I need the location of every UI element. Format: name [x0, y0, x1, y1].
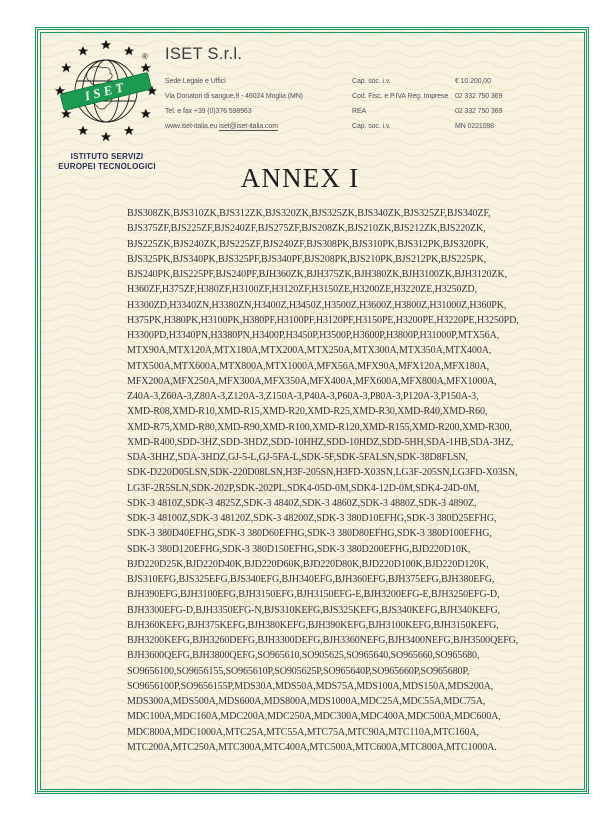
page-title: ANNEX I: [240, 163, 360, 193]
code-line: MTX500A,MTX600A,MTX800A,MTX1000A,MFX56A,MFX90A,MFX120A,MFX180A,: [127, 360, 490, 372]
iset-logo: [50, 37, 162, 151]
code-line: SO9656100P,SO9656155P,MDS30A,MDS50A,MDS75A,MDS100A,MDS150A,MDS200A,: [127, 680, 494, 692]
code-line: BJH360KEFG,BJH375KEFG,BJH380KEFG,BJH390KEFG,BJH3100KEFG,BJH3150KEFG,: [127, 619, 499, 631]
code-line: XMD-R75,XMD-R80,XMD-R90,XMD-R100,XMD-R120,XMD-R155,XMD-R200,XMD-R300,: [127, 421, 512, 433]
iset-ribbon: [60, 72, 151, 110]
code-line: H3300ZD,H3340ZN,H3380ZN,H3400Z,H3450Z,H3500Z,H3600Z,H3800Z,H31000Z,H360PK,: [127, 299, 507, 311]
code-line: BJS375ZF,BJS225ZF,BJS240ZF,BJS275ZF,BJS208ZK,BJS210ZK,BJS212ZK,BJS220ZK,: [127, 223, 486, 235]
registry-value: € 10.200,00: [455, 78, 491, 85]
office-label: Sede Legale e Uffici: [165, 78, 226, 85]
registry-value: 02 332 750 369: [455, 107, 503, 115]
code-line: SDK-D220D05LSN,SDK-220D08LSN,H3F-205SN,H3FD-X03SN,LG3F-205SN,LG3FD-X03SN,: [127, 467, 518, 479]
code-line: Z40A-3,Z60A-3,Z80A-3,Z120A-3,Z150A-3,P40A-3,P60A-3,P80A-3,P120A-3,P150A-3,: [127, 391, 479, 402]
code-line: BJS325PK,BJS340PK,BJS325PF,BJS340PF,BJS208PK,BJS210PK,BJS212PK,BJS225PK,: [127, 253, 487, 265]
website-link: www.iset-italia.eu: [165, 122, 218, 130]
product-code-list: [127, 206, 519, 755]
code-line: SDK-3 4810Z,SDK-3 4825Z,SDK-3 4840Z,SDK-3 4860Z,SDK-3 4880Z,SDK-3 4890Z,: [127, 497, 477, 509]
code-line: SO9656100,SO9656155,SO965610P,SO905625P,SO965640P,SO965660P,SO965680P,: [127, 665, 470, 677]
logo-caption-line1: ISTITUTO SERVIZI: [70, 152, 144, 161]
code-line: BJH3200KEFG,BJH3260DEFG,BJH3300DEFG,BJH3360NEFG,BJH3400NEFG,BJH3500QEFG,: [127, 635, 519, 646]
code-line: H360ZF,H375ZF,H380ZF,H3100ZF,H3120ZF,H3150ZE,H3200ZE,H3220ZE,H3250ZD,: [127, 284, 477, 296]
logo-caption-line2: EUROPEI TECNOLOGICI: [58, 161, 156, 171]
code-line: BJD220D25K,BJD220D40K,BJD220D60K,BJD220D80K,BJD220D100K,BJD220D120K,: [127, 558, 489, 570]
code-line: SDK-3 48100Z,SDK-3 48120Z,SDK-3 48200Z,SDK-3 380D10EFHG,SDK-3 380D25EFHG,: [127, 513, 497, 524]
code-line: MDS300A,MDS500A,MDS600A,MDS800A,MDS1000A,MDC25A,MDC55A,MDC75A,: [127, 696, 486, 707]
code-line: SDK-3 380D40EFHG,SDK-3 380D60EFHG,SDK-3 380D80EFHG,SDK-3 380D100EFHG,: [127, 528, 492, 540]
ribbon-text: ISET: [83, 78, 129, 104]
phone-text: Tel. e fax +39 (0)376 598963: [165, 107, 252, 115]
registry-label: Cod. Fisc. e P.IVA Reg. Imprese: [352, 92, 449, 100]
code-line: SDK-3 380D120EFHG,SDK-3 380D150EFHG,SDK-3 380D200EFHG,BJD220D10K,: [127, 543, 471, 555]
code-line: BJS310EFG,BJS325EFG,BJS340EFG,BJH340EFG,BJH360EFG,BJH375EFG,BJH380EFG,: [127, 574, 495, 585]
code-line: BJH390EFG,BJH3100EFG,BJH3150EFG,BJH3150EFG-E,BJH3200EFG-E,BJH3250EFG-D,: [127, 589, 500, 601]
registered-trademark-icon: ®: [142, 52, 148, 61]
web-contacts: [165, 123, 352, 138]
code-line: H3300PD,H3340PN,H3380PN,H3400P,H3450P,H3500P,H3600P,H3800P,H31000P,MTX56A,: [127, 330, 500, 341]
code-line: H375PK,H380PK,H3100PK,H380PF,H3100PF,H3120PF,H3150PE,H3200PE,H3220PE,H3250PD,: [127, 314, 519, 326]
registry-label: REA: [352, 107, 367, 115]
code-line: SDA-3HHZ,SDA-3HDZ,GJ-5-L,GJ-5FA-L,SDK-5F,SDK-5FALSN,SDK-38D8FLSN,: [127, 452, 468, 463]
company-info-grid: [165, 78, 585, 138]
code-line: MTX90A,MTX120A,MTX180A,MTX200A,MTX250A,MTX300A,MTX350A,MTX400A,: [127, 345, 492, 357]
code-line: BJS240PK,BJS225PF,BJS240PF,BJH360ZK,BJH375ZK,BJH380ZK,BJH3100ZK,BJH3120ZK,: [127, 269, 507, 280]
code-line: BJS308ZK,BJS310ZK,BJS312ZK,BJS320ZK,BJS325ZK,BJS340ZK,BJS325ZF,BJS340ZF,: [127, 208, 491, 219]
code-line: BJH3600QEFG,BJH3800QEFG,SO965610,SO905625,SO965640,SO965660,SO965680,: [127, 650, 480, 662]
email-link[interactable]: iset@iset-italia.com: [219, 122, 278, 130]
code-line: XMD-R08,XMD-R10,XMD-R15,XMD-R20,XMD-R25,XMD-R30,XMD-R40,XMD-R60,: [127, 406, 488, 418]
code-line: MDC100A,MDC160A,MDC200A,MDC250A,MDC300A,MDC400A,MDC500A,MDC600A,: [127, 711, 501, 723]
address-text: Via Donatori di sangue,9 - 46024 Moglia (MN): [165, 92, 303, 100]
code-line: XMD-R400,SDD-3HZ,SDD-3HDZ,SDD-10HHZ,SDD-10HDZ,SDD-5HH,SDA-1HB,SDA-3HZ,: [127, 436, 514, 448]
code-line: BJH3300EFG-D,BJH3350EFG-N,BJS310KEFG,BJS325KEFG,BJS340KEFG,BJH340KEFG,: [127, 604, 501, 616]
registry-label: Cap. soc. i.v.: [352, 78, 391, 85]
registry-label: Cap. soc. i.v.: [352, 122, 391, 130]
registry-value: MN 0221098: [455, 122, 495, 130]
registry-value: 02 332 750 369: [455, 92, 503, 100]
company-name: ISET S.r.l.: [165, 45, 243, 63]
code-line: MFX200A,MFX250A,MFX300A,MFX350A,MFX400A,MFX600A,MFX800A,MFX1000A,: [127, 375, 497, 387]
code-line: MTC200A,MTC250A,MTC300A,MTC400A,MTC500A,MTC600A,MTC800A,MTC1000A.: [127, 741, 497, 753]
code-line: MDC800A,MDC1000A,MTC25A,MTC55A,MTC75A,MTC90A,MTC110A,MTC160A,: [127, 726, 479, 738]
code-line: LG3F-2R5SLN,SDK-202P,SDK-202PL,SDK4-05D-0M,SDK4-12D-0M,SDK4-24D-0M,: [127, 482, 480, 494]
code-line: BJS225ZK,BJS240ZK,BJS225ZF,BJS240ZF,BJS308PK,BJS310PK,BJS312PK,BJS320PK,: [127, 238, 489, 250]
